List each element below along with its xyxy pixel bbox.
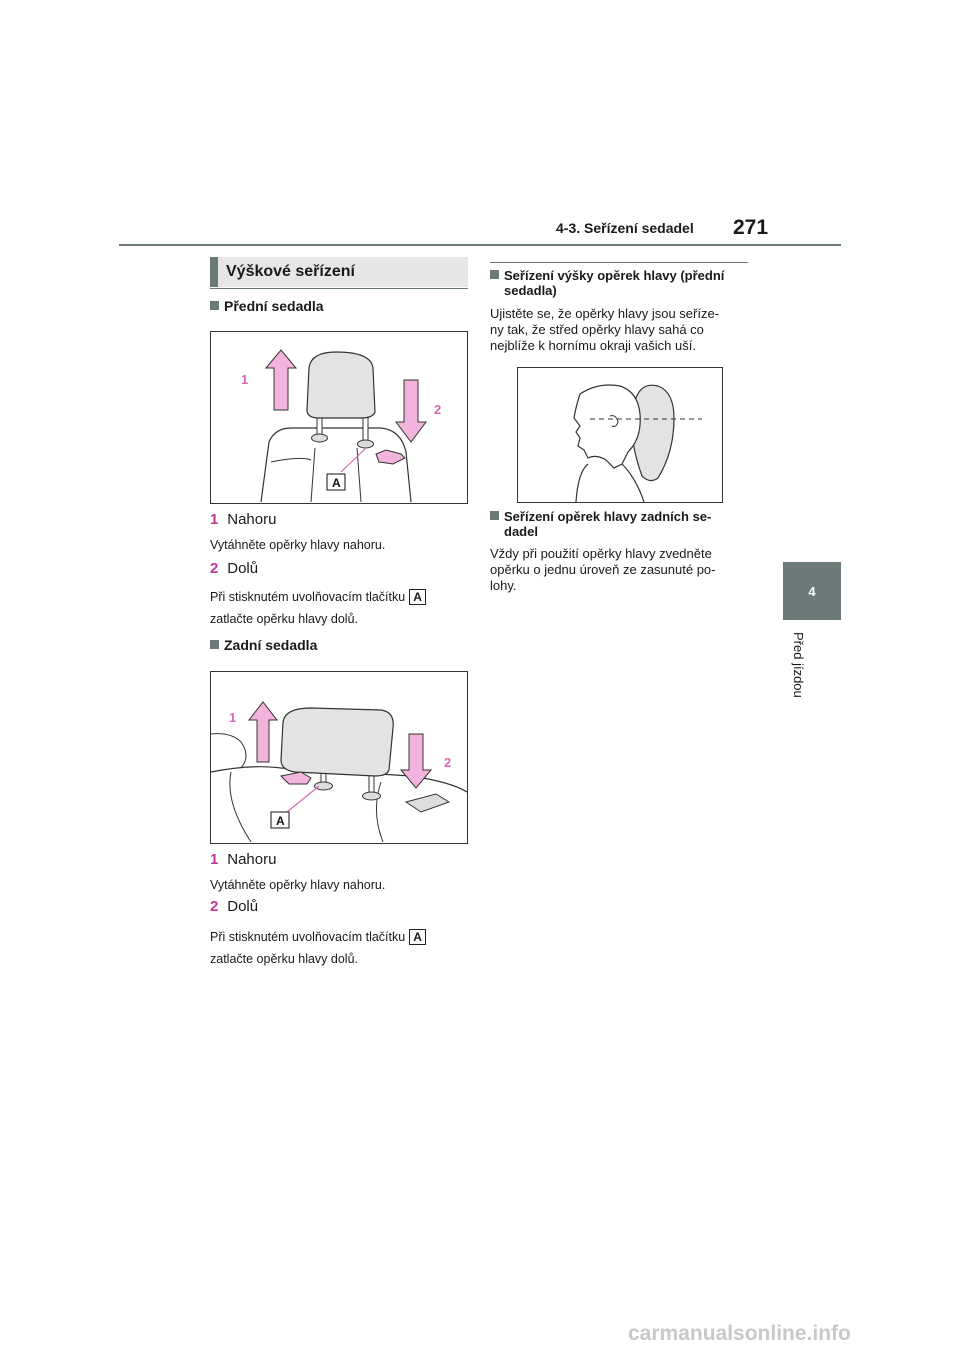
- rear-seats-heading: Zadní sedadla: [210, 637, 317, 653]
- square-bullet-icon: [490, 270, 499, 279]
- front-step1: 1 Nahoru: [210, 511, 277, 528]
- front-step2-desc: Při stisknutém uvolňovacím tlačítku A: [210, 589, 426, 605]
- rear-headrest-illustration: [211, 672, 467, 843]
- header-rule: [119, 244, 841, 246]
- figure-label-button: A: [332, 476, 341, 490]
- figure-label-down: 2: [434, 402, 442, 417]
- front-adjust-body: Ujistěte se, že opěrky hlavy jsou seříze- ny tak, že střed opěrky hlavy sahá co nejblíže k hornímu okraji vašich uší.: [490, 306, 720, 353]
- rear-step2: 2 Dolů: [210, 898, 259, 915]
- section-title: 4-3. Seřízení sedadel: [556, 220, 694, 236]
- down-arrow-icon: [396, 380, 426, 442]
- front-step2-desc-2: zatlačte opěrku hlavy dolů.: [210, 612, 359, 626]
- rear-step2-desc-2: zatlačte opěrku hlavy dolů.: [210, 952, 359, 966]
- figure-label-down: 2: [444, 755, 452, 770]
- page-number: 271: [733, 216, 769, 239]
- rear-step1: 1 Nahoru: [210, 851, 277, 868]
- press-arrow-icon: [281, 772, 311, 784]
- front-headrest-illustration: [211, 332, 467, 503]
- rear-adjust-body: Vždy při použití opěrky hlavy zvedněte opěrku o jednu úroveň ze zasunuté po- lohy.: [490, 546, 716, 593]
- square-bullet-icon: [210, 640, 219, 649]
- up-arrow-icon: [266, 350, 296, 410]
- down-arrow-icon: [401, 734, 431, 788]
- figure-label-button: A: [276, 814, 285, 828]
- figure-label-up: 1: [229, 710, 237, 725]
- figure-label-up: 1: [241, 372, 249, 387]
- front-headrest-figure: [210, 331, 468, 504]
- front-seats-heading: Přední sedadla: [210, 298, 324, 314]
- head-position-figure: [517, 367, 723, 503]
- head-position-illustration: [518, 368, 722, 502]
- right-column-rule: [490, 262, 748, 263]
- rear-headrest-figure: [210, 671, 468, 844]
- square-bullet-icon: [490, 511, 499, 520]
- front-adjust-heading: Seřízení výšky opěrek hlavy (přední sedadla): [490, 268, 750, 298]
- chapter-tab-number: 4: [808, 584, 816, 599]
- section-heading: Výškové seřízení: [210, 257, 468, 287]
- rear-step1-desc: Vytáhněte opěrky hlavy nahoru.: [210, 878, 386, 892]
- chapter-tab-label: Před jízdou: [791, 632, 806, 698]
- square-bullet-icon: [210, 301, 219, 310]
- front-step1-desc: Vytáhněte opěrky hlavy nahoru.: [210, 538, 386, 552]
- front-step2: 2 Dolů: [210, 560, 259, 577]
- rear-step2-desc: Při stisknutém uvolňovacím tlačítku A: [210, 929, 426, 945]
- section-heading-underline: [210, 288, 468, 289]
- button-a-label: A: [409, 929, 426, 945]
- chapter-tab[interactable]: [783, 562, 841, 620]
- up-arrow-icon: [249, 702, 277, 762]
- button-a-label: A: [409, 589, 426, 605]
- press-arrow-icon: [376, 450, 405, 464]
- rear-adjust-heading: Seřízení opěrek hlavy zadních se- dadel: [490, 509, 750, 539]
- watermark: carmanualsonline.info: [628, 1322, 851, 1345]
